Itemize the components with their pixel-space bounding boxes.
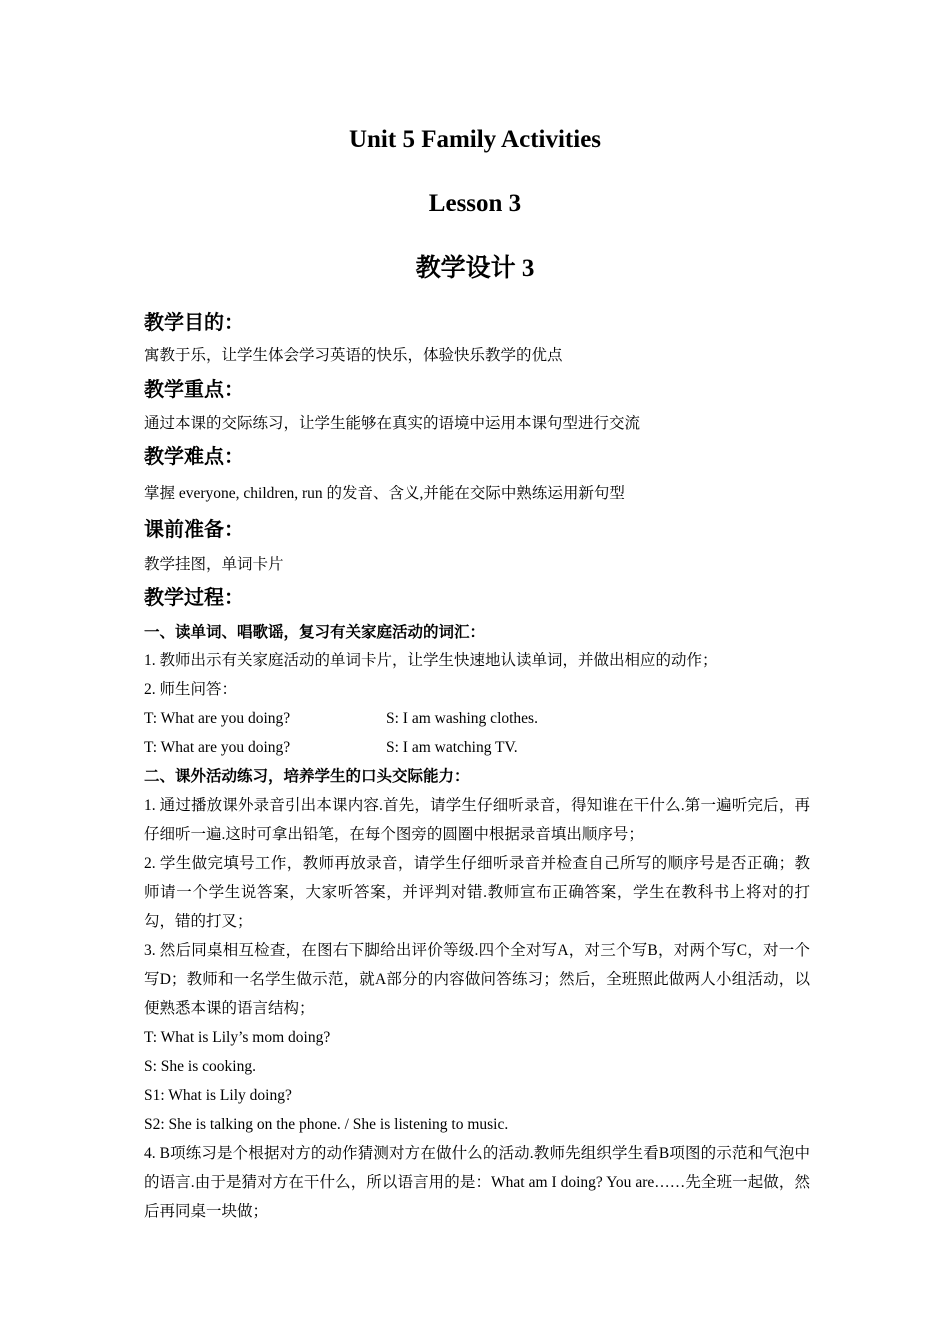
difficulty-heading: 教学难点： bbox=[144, 444, 244, 468]
example-line: T: What is Lily’s mom doing? bbox=[144, 1029, 331, 1046]
prep-text: 教学挂图，单词卡片 bbox=[144, 556, 284, 573]
step1-item2: 2. 师生问答： bbox=[144, 681, 238, 698]
student-line: S: I am watching TV. bbox=[386, 739, 518, 756]
objective-text: 寓教于乐，让学生体会学习英语的快乐，体验快乐教学的优点 bbox=[144, 347, 563, 364]
difficulty-text: 掌握 everyone, children, run 的发音、含义,并能在交际中熟练运用新句型 bbox=[144, 485, 625, 502]
focus-heading: 教学重点： bbox=[144, 377, 244, 401]
example-line: S1: What is Lily doing? bbox=[144, 1087, 292, 1104]
focus-text: 通过本课的交际练习，让学生能够在真实的语境中运用本课句型进行交流 bbox=[144, 415, 641, 432]
example-line: S: She is cooking. bbox=[144, 1058, 256, 1075]
student-line: S: I am washing clothes. bbox=[386, 710, 538, 727]
step2-item3: 3. 然后同桌相互检查，在图右下脚给出评价等级.四个全对写A，对三个写B，对两个写C，对一个写D；教师和一名学生做示范，就A部分的内容做问答练习；然后，全班照此做两人小组活动，以便熟悉本课的语言结构； bbox=[144, 942, 810, 1017]
step2-item1: 1. 通过播放课外录音引出本课内容.首先，请学生仔细听录音，得知谁在干什么.第一遍听完后，再仔细听一遍.这时可拿出铅笔，在每个图旁的圆圈中根据录音填出顺序号； bbox=[144, 797, 810, 843]
step2-item4: 4. B项练习是个根据对方的动作猜测对方在做什么的活动.教师先组织学生看B项图的示范和气泡中的语言.由于是猜对方在干什么，所以语言用的是：What am I doing? You are……先全班一起做，然后再同桌一块做； bbox=[144, 1145, 810, 1220]
objective-heading: 教学目的： bbox=[144, 310, 244, 334]
dialog-row bbox=[144, 704, 538, 733]
lesson-title: Lesson 3 bbox=[428, 190, 522, 217]
example-line: S2: She is talking on the phone. / She is listening to music. bbox=[144, 1116, 509, 1133]
dialog-row bbox=[144, 733, 518, 762]
teacher-line: T: What are you doing? bbox=[144, 739, 291, 756]
prep-heading: 课前准备： bbox=[144, 517, 244, 541]
step2-heading: 二、课外活动练习，培养学生的口头交际能力： bbox=[144, 767, 470, 785]
step2-item2: 2. 学生做完填号工作，教师再放录音，请学生仔细听录音并检查自己所写的顺序号是否正确；教师请一个学生说答案，大家听答案，并评判对错.教师宣布正确答案，学生在教科书上将对的打勾，错的打叉； bbox=[144, 855, 810, 930]
process-heading: 教学过程： bbox=[144, 585, 244, 609]
step1-heading: 一、读单词、唱歌谣，复习有关家庭活动的词汇： bbox=[144, 623, 486, 641]
teacher-line: T: What are you doing? bbox=[144, 710, 291, 727]
unit-title: Unit 5 Family Activities bbox=[348, 126, 602, 153]
step1-item1: 1. 教师出示有关家庭活动的单词卡片，让学生快速地认读单词，并做出相应的动作； bbox=[144, 652, 718, 669]
design-title: 教学设计 3 bbox=[415, 255, 535, 282]
